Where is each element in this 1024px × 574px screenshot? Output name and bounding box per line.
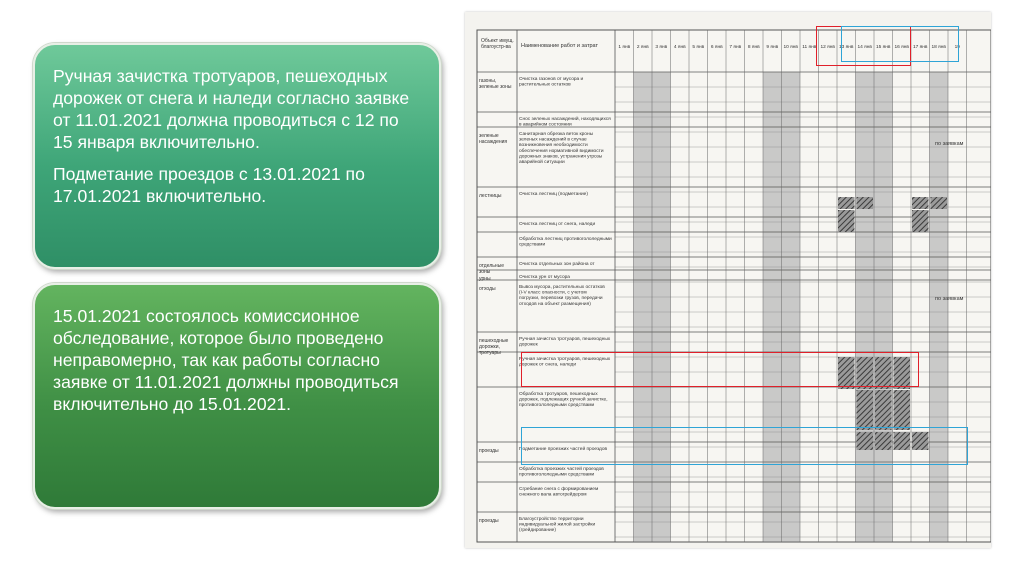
row-work: Очистка лестниц от снега, наледи [519,222,596,227]
hatched-cell [838,197,855,209]
header-day: 8 янв [747,45,760,50]
row-object: зеленые зоны [479,84,512,90]
row-work: возникновения необходимости [519,143,588,149]
schedule-table [465,12,991,548]
row-work: Обработка лестниц противогололедными [519,237,612,242]
row-work: отходов на объект размещения) [519,301,591,307]
row-object: насаждения [479,139,508,145]
header-day: 16 янв [894,45,909,50]
hatched-cell [857,197,874,209]
header-day: 3 янв [655,45,668,50]
row-work: (I-V класс опасности, с учетом [519,290,587,296]
row-work: Очистка лестниц (подметание) [519,192,588,197]
note-on-request: по заявкам [935,141,964,147]
row-object: тротуары [479,350,501,356]
row-object: дорожки, [479,344,500,350]
row-work: Обработка проезжих частей проездов [519,467,604,472]
card-text-inspection: 15.01.2021 состоялось комиссионное обследование, которое было проведено неправомерно, так как работы согласно заявке от 11.01.2021 должны проводиться включительно до 15.01.2021. [53,306,399,414]
header-day: 14 янв [857,45,872,50]
row-object: проезды [479,518,499,524]
header-day: 13 янв [839,45,854,50]
header-day: 10 янв [783,45,798,50]
hatched-cell [931,197,948,209]
header-day: 6 янв [710,45,723,50]
shaded-day-column [782,72,801,542]
row-work: Ручная зачистка тротуаров, пешеходных [519,337,611,342]
header-day: 19 [954,45,960,50]
row-work: погрузки, перевозки грузов, передачи [519,296,603,302]
card-text-sweeping: Подметание проездов с 13.01.2021 по 17.01.2021 включительно. [53,164,365,206]
header-day: 2 янв [636,45,649,50]
row-object: проезды [479,448,499,454]
card-text-cleaning: Ручная зачистка тротуаров, пешеходных дорожек от снега и наледи согласно заявке от 11.01.2021 должна проводиться с 12 по 15 января включительно. [53,66,410,152]
row-work: Снос зеленых насаждений, находящихся [519,117,611,122]
info-card-bottom [33,283,441,509]
row-work: дорожек, подлежащих ручной зачистке, [519,397,608,403]
row-work: обеспечения нормативной видимости [519,148,604,154]
row-object: отдельные [479,263,504,269]
row-work: дорожек [519,342,538,348]
hatched-cell [857,390,874,430]
row-work: Обработка тротуаров, пешеходных [519,392,598,397]
row-work: в аварийном состоянии [519,122,572,128]
row-work: Очистка газонов от мусора и [519,77,584,82]
row-work: Подметание проезжих частей проездов [519,447,608,452]
row-work: дорожных знаков, устранения угрозы [519,154,603,160]
row-work: Очистка урн от мусора [519,275,570,280]
hatched-cell [838,210,855,232]
row-work: (грейдирование) [519,528,556,534]
row-work: противогололедными средствами [519,403,595,409]
header-work: Наименование работ и затрат [521,43,599,49]
row-object: пешеходные [479,338,509,344]
highlight-row-sweeping [521,427,968,465]
header-day: 15 янв [876,45,891,50]
shaded-day-column [874,72,893,542]
row-object: отходы [479,286,496,292]
row-work: средствами [519,242,546,248]
header-object: благоустр-ва [481,44,511,50]
row-object: урны [479,276,491,282]
header-day: 18 янв [931,45,946,50]
hatched-cell [875,390,892,430]
header-day: 11 янв [802,45,817,50]
row-object: газоны, [479,78,497,84]
row-work: снежного вала автогрейдером [519,492,587,498]
row-work: Благоустройство территории [519,517,584,522]
header-day: 5 янв [692,45,705,50]
shaded-day-column [763,72,782,542]
row-work: аварийной ситуации [519,160,565,165]
header-object: Объект имущ. [481,38,514,44]
row-work: противогололедными средствами [519,472,595,478]
header-day: 17 янв [913,45,928,50]
shaded-day-column [634,72,653,542]
header-day: 1 янв [618,45,631,50]
highlight-row-snow-cleaning [521,352,919,387]
hatched-cell [912,197,929,209]
header-day: 7 янв [729,45,742,50]
hatched-cell [912,210,929,232]
schedule-document-image [465,12,991,548]
shaded-day-column [856,72,875,542]
header-day: 9 янв [766,45,779,50]
hatched-cell [894,390,911,430]
row-object: зеленые [479,133,499,139]
row-work: Сгребание снега с формированием [519,487,599,492]
header-day: 4 янв [673,45,686,50]
row-work: Вывоз мусора, растительных остатков [519,285,605,290]
row-work: Санитарная обрезка веток кроны [519,132,594,137]
row-work: дорожек от снега, наледи [519,362,576,368]
note-on-request: по заявкам [935,296,964,302]
row-work: Ручная зачистка тротуаров, пешеходных [519,357,611,362]
shaded-day-column [652,72,671,542]
highlight-days-13-17 [841,26,959,62]
row-object: лестницы [479,193,502,199]
row-work: растительных остатков [519,82,571,88]
row-work: зеленых насаждений в случае [519,137,587,143]
header-day: 12 янв [820,45,835,50]
info-card-top [33,43,441,269]
row-work: индивидуальной жилой застройки [519,522,596,528]
row-work: Очистка отдельных зон района от [519,262,595,267]
row-object: зоны [479,269,491,275]
